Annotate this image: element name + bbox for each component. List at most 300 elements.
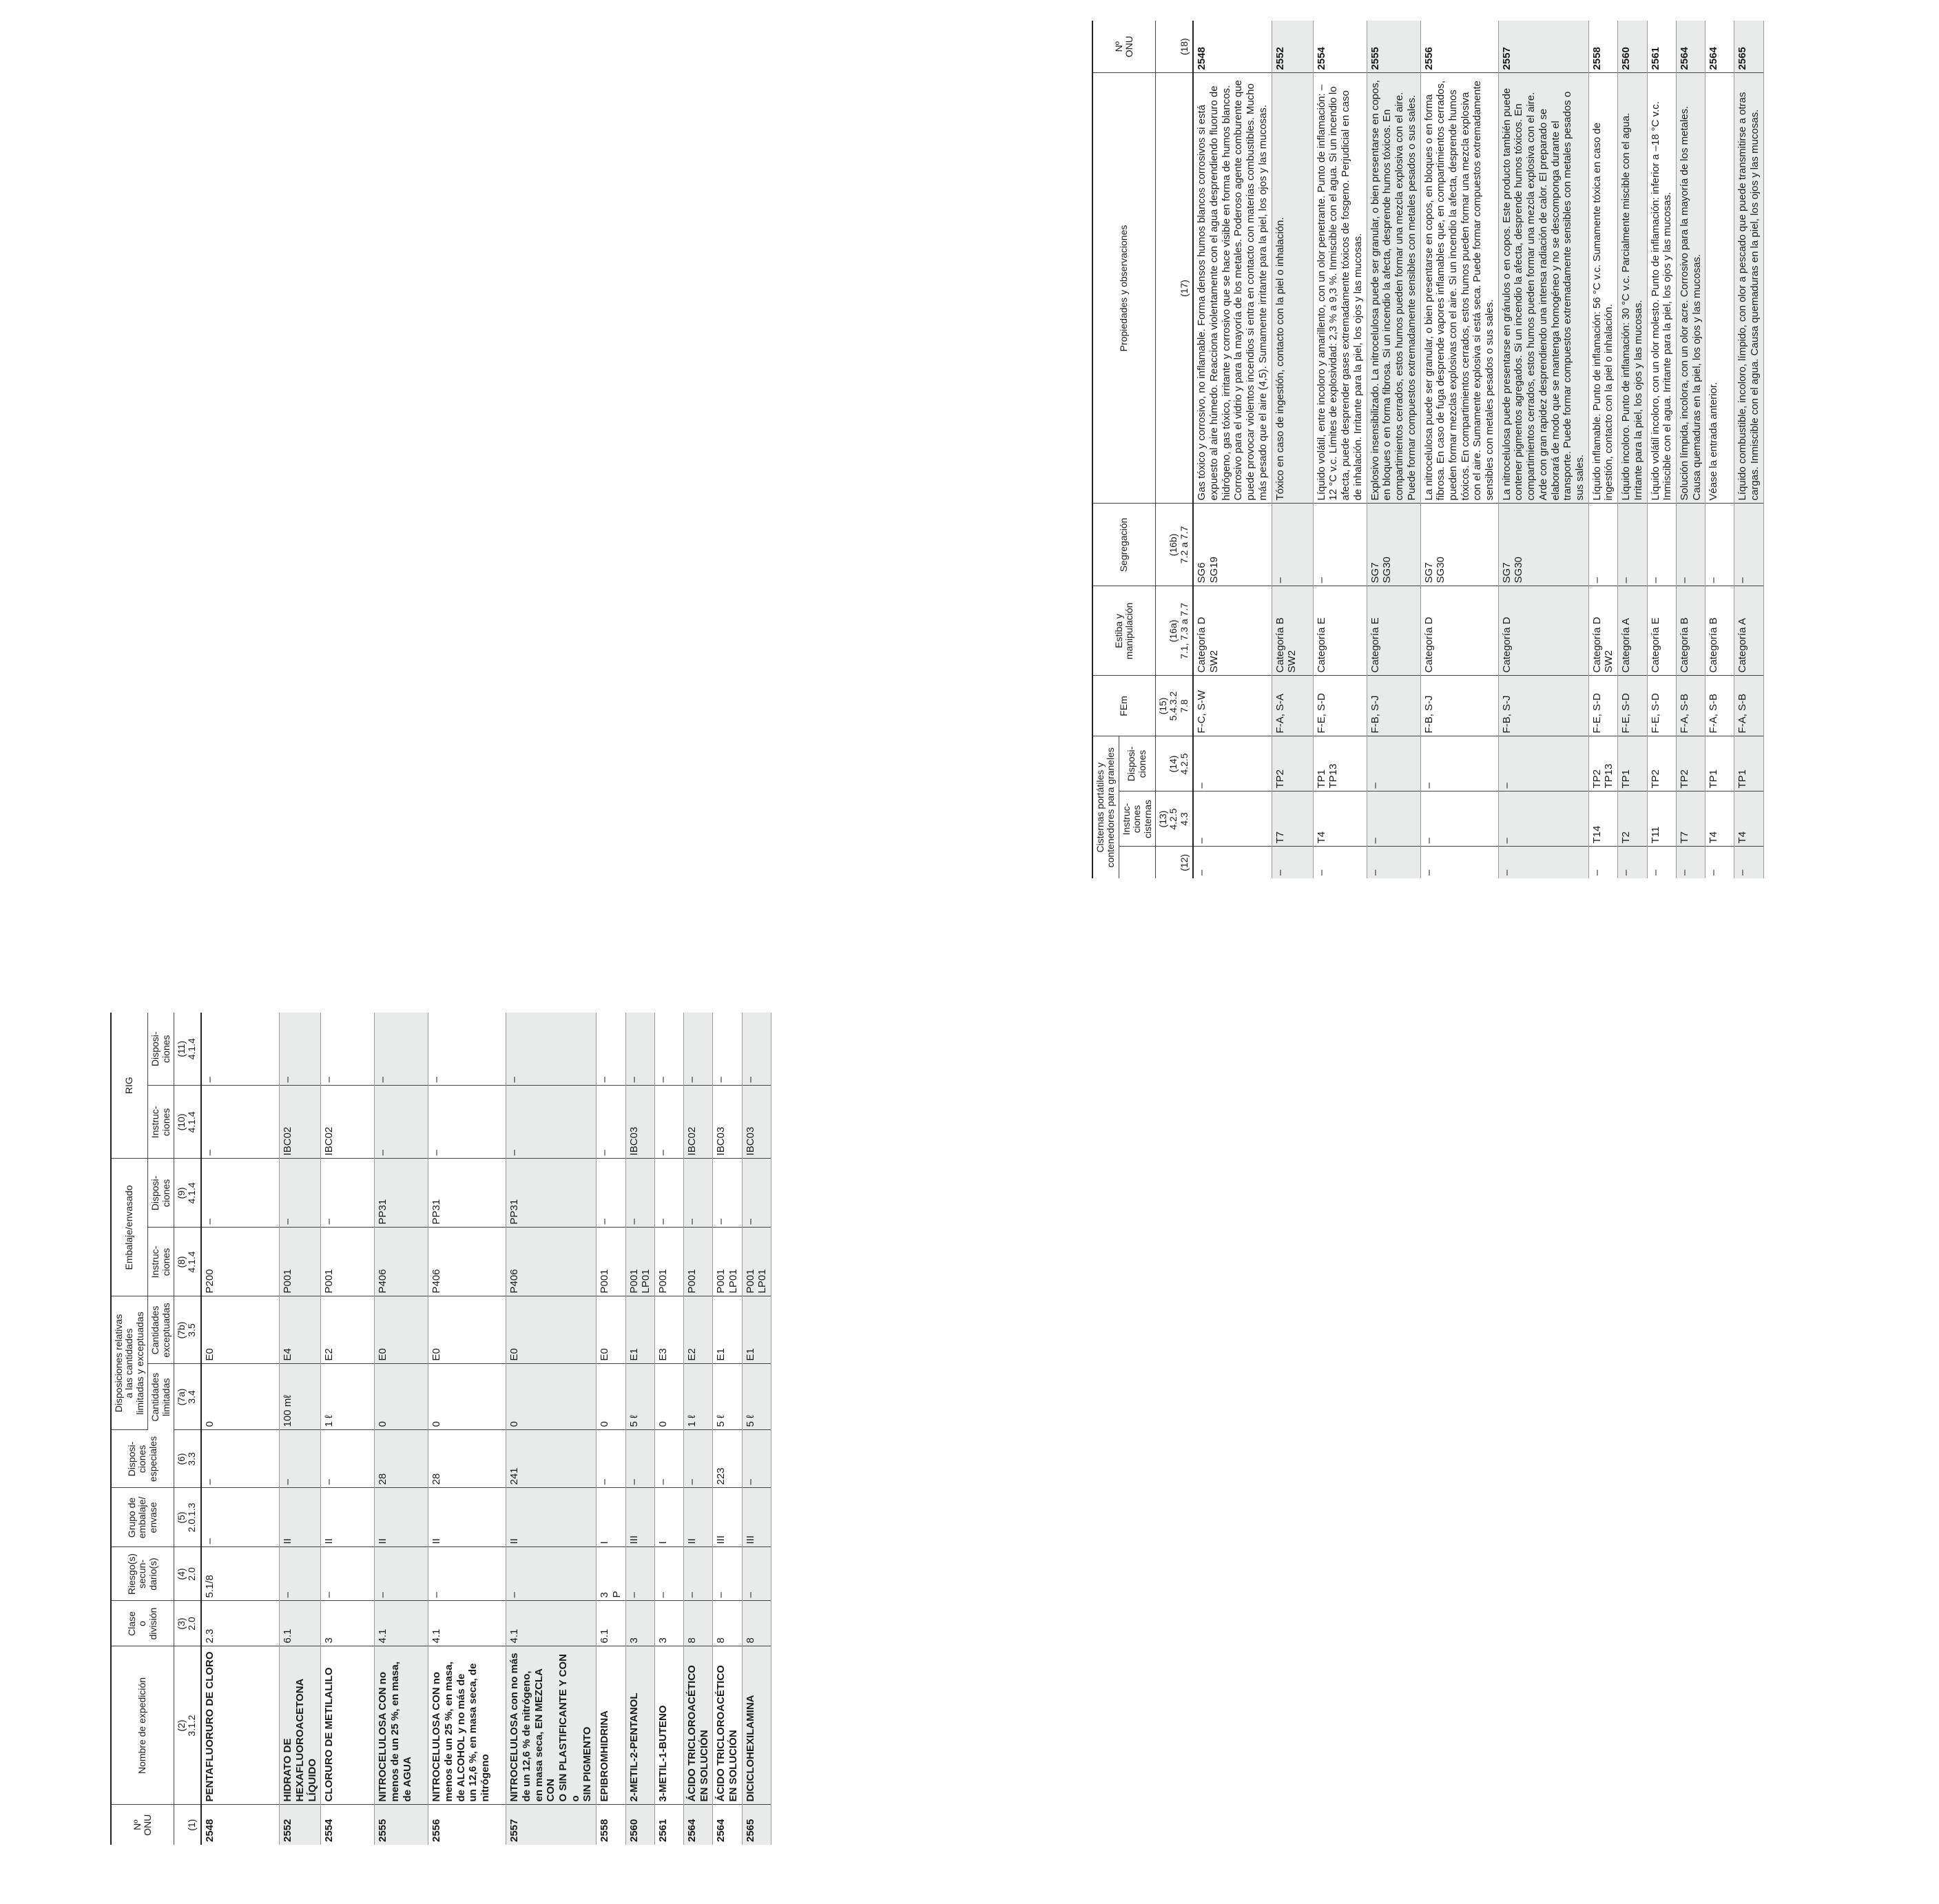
col-12: – bbox=[1618, 847, 1647, 878]
subsidiary-risk: 5.1/8 bbox=[201, 1547, 280, 1601]
table-row bbox=[1705, 21, 1734, 878]
stowage-category: Categoría B SW2 bbox=[1272, 586, 1313, 676]
segregation: SG7 SG30 bbox=[1420, 504, 1498, 586]
header-excepted-quantities: Cantidades exceptuadas bbox=[148, 1296, 174, 1364]
stowage-category: Categoría A bbox=[1734, 586, 1763, 676]
class: 4.1 bbox=[428, 1601, 506, 1646]
column-number: (16b) 7.2 a 7.7 bbox=[1155, 504, 1193, 586]
table-row bbox=[1588, 21, 1617, 878]
shipping-name: 2-METIL-2-PENTANOL bbox=[625, 1646, 654, 1805]
ibc-provision: – bbox=[506, 1013, 597, 1086]
tank-provision: TP1 bbox=[1618, 736, 1647, 791]
packing-instruction: P001 bbox=[280, 1228, 321, 1296]
class: 6.1 bbox=[597, 1601, 625, 1646]
properties-observations: Véase la entrada anterior. bbox=[1705, 73, 1734, 504]
table-row bbox=[321, 1013, 375, 1845]
segregation: – bbox=[1272, 504, 1313, 586]
excepted-quantity: E3 bbox=[655, 1296, 684, 1364]
header-ibc-instructions: Instruc- ciones bbox=[148, 1086, 174, 1159]
table-row bbox=[506, 1013, 597, 1845]
ibc-instruction: – bbox=[597, 1086, 625, 1159]
properties-observations: Líquido volátil, entre incoloro y amarillento, con un olor penetrante. Punto de inflamación: –12 °C v.c. Límites de explosividad: 2,3 % a 9,3 %. Inmiscible con el agua. Si un incendio lo afecta, puede desprender gases extremadamente tóxicos de fosgeno. Perjudicial en caso de inhalación. Irritante para la piel, los ojos y las mucosas. bbox=[1313, 73, 1367, 504]
ems-code: F-E, S-D bbox=[1313, 676, 1367, 736]
ibc-instruction: IBC02 bbox=[684, 1086, 713, 1159]
packing-provision: – bbox=[684, 1159, 713, 1228]
header-ibc-provisions: Disposi- ciones bbox=[148, 1013, 174, 1086]
packing-instruction: P406 bbox=[428, 1228, 506, 1296]
header-packaging-group: Embalaje/envasado bbox=[111, 1159, 148, 1296]
class: 4.1 bbox=[375, 1601, 428, 1646]
header-un-number: Nº ONU bbox=[111, 1805, 174, 1845]
class: 8 bbox=[684, 1601, 713, 1646]
class: 8 bbox=[742, 1601, 771, 1646]
subsidiary-risk: – bbox=[625, 1547, 654, 1601]
un-number: 2555 bbox=[375, 1805, 428, 1845]
excepted-quantity: E4 bbox=[280, 1296, 321, 1364]
special-provisions: – bbox=[655, 1430, 684, 1488]
special-provisions: 241 bbox=[506, 1430, 597, 1488]
tank-instruction: T4 bbox=[1313, 791, 1367, 847]
subsidiary-risk: – bbox=[375, 1547, 428, 1601]
properties-observations: Solución límpida, incolora, con un olor acre. Corrosivo para la mayoría de los metales. Causa quemaduras en la piel, los ojos y las mucosas. bbox=[1676, 73, 1705, 504]
packing-group: III bbox=[713, 1488, 742, 1547]
ibc-provision: – bbox=[321, 1013, 375, 1086]
un-number: 2558 bbox=[1588, 21, 1617, 73]
packing-instruction: P001 bbox=[684, 1228, 713, 1296]
segregation: – bbox=[1618, 504, 1647, 586]
limited-quantity: 5 ℓ bbox=[742, 1364, 771, 1430]
tank-provision: TP1 bbox=[1734, 736, 1763, 791]
limited-quantity: 100 mℓ bbox=[280, 1364, 321, 1430]
ems-code: F-E, S-D bbox=[1588, 676, 1617, 736]
special-provisions: – bbox=[321, 1430, 375, 1488]
col-12: – bbox=[1420, 847, 1498, 878]
packing-instruction: P001 bbox=[321, 1228, 375, 1296]
packing-instruction: P001 LP01 bbox=[713, 1228, 742, 1296]
tank-instruction: T4 bbox=[1705, 791, 1734, 847]
excepted-quantity: E1 bbox=[625, 1296, 654, 1364]
ibc-instruction: – bbox=[428, 1086, 506, 1159]
header-class: Clase o división bbox=[111, 1601, 174, 1646]
tank-provision: – bbox=[1367, 736, 1420, 791]
column-number: (15) 5.4.3.2 7.8 bbox=[1155, 676, 1193, 736]
tank-provision: – bbox=[1420, 736, 1498, 791]
excepted-quantity: E1 bbox=[742, 1296, 771, 1364]
un-number: 2564 bbox=[1676, 21, 1705, 73]
segregation: – bbox=[1705, 504, 1734, 586]
tank-provision: TP2 bbox=[1647, 736, 1676, 791]
column-number: (3) 2.0 bbox=[174, 1601, 200, 1646]
tank-instruction: T2 bbox=[1618, 791, 1647, 847]
table-row bbox=[1420, 21, 1498, 878]
packing-provision: PP31 bbox=[428, 1159, 506, 1228]
un-number: 2561 bbox=[1647, 21, 1676, 73]
un-number: 2560 bbox=[625, 1805, 654, 1845]
ibc-provision: – bbox=[428, 1013, 506, 1086]
un-number: 2561 bbox=[655, 1805, 684, 1845]
column-number: (14) 4.2.5 bbox=[1155, 736, 1193, 791]
limited-quantity: 0 bbox=[655, 1364, 684, 1430]
subsidiary-risk: 3 P bbox=[597, 1547, 625, 1601]
un-number: 2565 bbox=[1734, 21, 1763, 73]
table-row bbox=[280, 1013, 321, 1845]
un-number: 2557 bbox=[1498, 21, 1588, 73]
un-number: 2548 bbox=[201, 1805, 280, 1845]
ems-code: F-C, S-W bbox=[1193, 676, 1272, 736]
packing-group: II bbox=[321, 1488, 375, 1547]
column-number: (13) 4.2.5 4.3 bbox=[1155, 791, 1193, 847]
tank-provision: TP1 TP13 bbox=[1313, 736, 1367, 791]
packing-provision: PP31 bbox=[375, 1159, 428, 1228]
ibc-provision: – bbox=[684, 1013, 713, 1086]
header-special-provisions: Disposi- ciones especiales bbox=[111, 1430, 174, 1488]
header-packing-instructions: Instruc- ciones bbox=[148, 1228, 174, 1296]
properties-observations: Tóxico en caso de ingestión, contacto con la piel o inhalación. bbox=[1272, 73, 1313, 504]
limited-quantity: 0 bbox=[506, 1364, 597, 1430]
table-row bbox=[428, 1013, 506, 1845]
tank-provision: – bbox=[1498, 736, 1588, 791]
stowage-category: Categoría E bbox=[1647, 586, 1676, 676]
packing-group: I bbox=[597, 1488, 625, 1547]
packing-group: II bbox=[506, 1488, 597, 1547]
table-row bbox=[1618, 21, 1647, 878]
column-number: (10) 4.1.4 bbox=[174, 1086, 200, 1159]
limited-quantity: 5 ℓ bbox=[713, 1364, 742, 1430]
ibc-provision: – bbox=[625, 1013, 654, 1086]
shipping-name: ÁCIDO TRICLOROACÉTICO EN SOLUCIÓN bbox=[684, 1646, 713, 1805]
limited-quantity: 0 bbox=[201, 1364, 280, 1430]
shipping-name: NITROCELULOSA CON no menos de un 25 %, en masa, de AGUA bbox=[375, 1646, 428, 1805]
column-number: (8) 4.1.4 bbox=[174, 1228, 200, 1296]
un-number: 2552 bbox=[280, 1805, 321, 1845]
limited-quantity: 1 ℓ bbox=[321, 1364, 375, 1430]
header-tank-provisions: Disposi- ciones bbox=[1119, 736, 1155, 791]
subsidiary-risk: – bbox=[506, 1547, 597, 1601]
shipping-name: DICICLOHEXILAMINA bbox=[742, 1646, 771, 1805]
un-number: 2552 bbox=[1272, 21, 1313, 73]
limited-quantity: 5 ℓ bbox=[625, 1364, 654, 1430]
ibc-instruction: – bbox=[506, 1086, 597, 1159]
header-ems: FEm bbox=[1092, 676, 1155, 736]
table-row bbox=[1313, 21, 1367, 878]
tank-provision: TP2 bbox=[1272, 736, 1313, 791]
properties-observations: La nitrocelulosa puede ser granular, o bien presentarse en copos, en bloques o en forma fibrosa. En caso de fuga desprende vapores inflamables que, en compartimientos cerrados, pueden formar mezclas explosivas con el aire. Si un incendio la afecta, desprende humos tóxicos. En compartimientos cerrados, estos humos pueden formar una mezcla explosiva con el aire. Sumamente explosiva si está seca. Puede formar compuestos extremadamente sensibles con metales pesados o sus sales. bbox=[1420, 73, 1498, 504]
tank-instruction: T11 bbox=[1647, 791, 1676, 847]
table-row bbox=[684, 1013, 713, 1845]
packing-provision: – bbox=[201, 1159, 280, 1228]
ems-code: F-B, S-J bbox=[1498, 676, 1588, 736]
dangerous-goods-list-part-1 bbox=[110, 1013, 1047, 1845]
shipping-name: 3-METIL-1-BUTENO bbox=[655, 1646, 684, 1805]
ems-code: F-A, S-B bbox=[1705, 676, 1734, 736]
ibc-instruction: IBC02 bbox=[321, 1086, 375, 1159]
header-col-12 bbox=[1119, 847, 1155, 878]
header-tank-instructions: Instruc- ciones cisternas bbox=[1119, 791, 1155, 847]
table-row bbox=[1367, 21, 1420, 878]
excepted-quantity: E0 bbox=[428, 1296, 506, 1364]
un-number: 2554 bbox=[1313, 21, 1367, 73]
segregation: – bbox=[1588, 504, 1617, 586]
table-row bbox=[1272, 21, 1313, 878]
dangerous-goods-list-part-2 bbox=[1092, 21, 1939, 878]
col-12: – bbox=[1313, 847, 1367, 878]
un-number: 2557 bbox=[506, 1805, 597, 1845]
tank-provision: TP2 bbox=[1676, 736, 1705, 791]
ibc-provision: – bbox=[375, 1013, 428, 1086]
tank-instruction: – bbox=[1367, 791, 1420, 847]
properties-observations: Explosivo insensibilizado. La nitrocelulosa puede ser granular, o bien presentarse en copos, en bloques o en forma fibrosa. Si un incendio la afecta, desprende humos tóxicos. En compartimientos cerrados, estos humos pueden formar una mezcla explosiva con el aire. Puede formar compuestos extremadamente sensibles con metales pesados o sus sales. bbox=[1367, 73, 1420, 504]
packing-group: II bbox=[375, 1488, 428, 1547]
stowage-category: Categoría D SW2 bbox=[1193, 586, 1272, 676]
properties-observations: Gas tóxico y corrosivo, no inflamable. Forma densos humos blancos corrosivos si está expuesto al aire húmedo. Reacciona violentamente con el agua desprendiendo fluoruro de hidrógeno, gas tóxico, irritante y corrosivo que se hace visible en forma de humos blancos. Corrosivo para el vidrio y para la mayoría de los metales. Poderoso agente comburente que puede provocar violentos incendios si entra en contacto con materias combustibles. Mucho más pesado que el aire (4,5). Sumamente irritante para la piel, los ojos y las mucosas. bbox=[1193, 73, 1272, 504]
excepted-quantity: E0 bbox=[506, 1296, 597, 1364]
special-provisions: – bbox=[742, 1430, 771, 1488]
column-number: (7b) 3.5 bbox=[174, 1296, 200, 1364]
packing-group: I bbox=[655, 1488, 684, 1547]
segregation: – bbox=[1734, 504, 1763, 586]
ems-code: F-E, S-D bbox=[1647, 676, 1676, 736]
table-part-1 bbox=[110, 1013, 771, 1845]
table-row bbox=[742, 1013, 771, 1845]
header-properties: Propiedades y observaciones bbox=[1092, 73, 1155, 504]
tank-instruction: – bbox=[1420, 791, 1498, 847]
class: 4.1 bbox=[506, 1601, 597, 1646]
subsidiary-risk: – bbox=[655, 1547, 684, 1601]
packing-provision: – bbox=[655, 1159, 684, 1228]
stowage-category: Categoría D bbox=[1498, 586, 1588, 676]
properties-observations: La nitrocelulosa puede presentarse en gránulos o en copos. Este producto también puede contener pigmentos agregados. Si un incendio la afecta, desprende humos tóxicos. En compartimientos cerrados, estos humos pueden formar una mezcla explosiva con el aire. Arde con gran rapidez desprendiendo una intensa radiación de calor. El preparado se elaborará de modo que se mantenga homogéneo y no se descomponga durante el transporte. Puede formar compuestos extremadamente sensibles con metales pesados o sus sales. bbox=[1498, 73, 1588, 504]
excepted-quantity: E0 bbox=[201, 1296, 280, 1364]
header-tanks-group: Cisternas portátiles y contenedores para graneles bbox=[1092, 736, 1119, 878]
segregation: SG7 SG30 bbox=[1367, 504, 1420, 586]
packing-instruction: P001 LP01 bbox=[625, 1228, 654, 1296]
segregation: SG6 SG19 bbox=[1193, 504, 1272, 586]
class: 3 bbox=[655, 1601, 684, 1646]
column-number: (5) 2.0.1.3 bbox=[174, 1488, 200, 1547]
subsidiary-risk: – bbox=[742, 1547, 771, 1601]
ibc-instruction: IBC03 bbox=[713, 1086, 742, 1159]
packing-group: II bbox=[280, 1488, 321, 1547]
class: 2.3 bbox=[201, 1601, 280, 1646]
packing-provision: – bbox=[713, 1159, 742, 1228]
header-packing-group: Grupo de embalaje/ envase bbox=[111, 1488, 174, 1547]
class: 3 bbox=[321, 1601, 375, 1646]
column-number: (7a) 3.4 bbox=[174, 1364, 200, 1430]
ibc-instruction: – bbox=[655, 1086, 684, 1159]
shipping-name: PENTAFLUORURO DE CLORO bbox=[201, 1646, 280, 1805]
table-header bbox=[1092, 21, 1193, 878]
stowage-category: Categoría E bbox=[1367, 586, 1420, 676]
excepted-quantity: E0 bbox=[375, 1296, 428, 1364]
excepted-quantity: E2 bbox=[321, 1296, 375, 1364]
un-number: 2564 bbox=[684, 1805, 713, 1845]
col-12: – bbox=[1367, 847, 1420, 878]
column-number: (12) bbox=[1155, 847, 1193, 878]
tank-provision: TP2 TP13 bbox=[1588, 736, 1617, 791]
col-12: – bbox=[1676, 847, 1705, 878]
shipping-name: EPIBROMHIDRINA bbox=[597, 1646, 625, 1805]
stowage-category: Categoría A bbox=[1618, 586, 1647, 676]
table-row bbox=[1193, 21, 1272, 878]
packing-provision: – bbox=[625, 1159, 654, 1228]
header-ibc-group: RIG bbox=[111, 1013, 148, 1159]
shipping-name: CLORURO DE METILALILO bbox=[321, 1646, 375, 1805]
un-number: 2555 bbox=[1367, 21, 1420, 73]
class: 6.1 bbox=[280, 1601, 321, 1646]
ibc-provision: – bbox=[655, 1013, 684, 1086]
ems-code: F-A, S-A bbox=[1272, 676, 1313, 736]
ems-code: F-A, S-B bbox=[1734, 676, 1763, 736]
header-segregation: Segregación bbox=[1092, 504, 1155, 586]
class: 3 bbox=[625, 1601, 654, 1646]
un-number: 2556 bbox=[1420, 21, 1498, 73]
col-12: – bbox=[1647, 847, 1676, 878]
ibc-provision: – bbox=[597, 1013, 625, 1086]
packing-instruction: P001 LP01 bbox=[742, 1228, 771, 1296]
subsidiary-risk: – bbox=[321, 1547, 375, 1601]
limited-quantity: 1 ℓ bbox=[684, 1364, 713, 1430]
packing-group: III bbox=[625, 1488, 654, 1547]
properties-observations: Líquido volátil incoloro, con un olor molesto. Punto de inflamación: inferior a –18 °C v.c. Inmiscible con el agua. Irritante para la piel, los ojos y las mucosas. bbox=[1647, 73, 1676, 504]
ems-code: F-B, S-J bbox=[1420, 676, 1498, 736]
col-12: – bbox=[1498, 847, 1588, 878]
packing-group: III bbox=[742, 1488, 771, 1547]
properties-observations: Líquido incoloro. Punto de inflamación: 30 °C v.c. Parcialmente miscible con el agua. Irritante para la piel, los ojos y las mucosas. bbox=[1618, 73, 1647, 504]
segregation: – bbox=[1313, 504, 1367, 586]
shipping-name: ÁCIDO TRICLOROACÉTICO EN SOLUCIÓN bbox=[713, 1646, 742, 1805]
header-quantities-group: Disposiciones relativas a las cantidades limitadas y exceptuadas bbox=[111, 1296, 148, 1430]
un-number: 2556 bbox=[428, 1805, 506, 1845]
table-row bbox=[1647, 21, 1676, 878]
column-number: (2) 3.1.2 bbox=[174, 1646, 200, 1805]
column-number: (9) 4.1.4 bbox=[174, 1159, 200, 1228]
excepted-quantity: E1 bbox=[713, 1296, 742, 1364]
table-part-2 bbox=[1092, 21, 1764, 878]
excepted-quantity: E2 bbox=[684, 1296, 713, 1364]
table-row bbox=[1734, 21, 1763, 878]
packing-provision: – bbox=[321, 1159, 375, 1228]
tank-instruction: – bbox=[1498, 791, 1588, 847]
tank-instruction: T14 bbox=[1588, 791, 1617, 847]
packing-instruction: P001 bbox=[597, 1228, 625, 1296]
ibc-provision: – bbox=[742, 1013, 771, 1086]
tank-provision: TP1 bbox=[1705, 736, 1734, 791]
ibc-instruction: IBC03 bbox=[625, 1086, 654, 1159]
packing-instruction: P406 bbox=[506, 1228, 597, 1296]
tank-instruction: T4 bbox=[1734, 791, 1763, 847]
table-row bbox=[1498, 21, 1588, 878]
stowage-category: Categoría D SW2 bbox=[1588, 586, 1617, 676]
col-12: – bbox=[1272, 847, 1313, 878]
shipping-name: NITROCELULOSA con no más de un 12,6 % de nitrógeno, en masa seca, EN MEZCLA CON O SIN PLASTIFICANTE Y CON o SIN PIGMENTO bbox=[506, 1646, 597, 1805]
col-12: – bbox=[1734, 847, 1763, 878]
un-number: 2565 bbox=[742, 1805, 771, 1845]
ems-code: F-E, S-D bbox=[1618, 676, 1647, 736]
column-number: (16a) 7.1, 7.3 a 7.7 bbox=[1155, 586, 1193, 676]
shipping-name: HIDRATO DE HEXAFLUOROACETONA LÍQUIDO bbox=[280, 1646, 321, 1805]
header-subsidiary-risk: Riesgo(s) secun- dario(s) bbox=[111, 1547, 174, 1601]
ibc-instruction: IBC02 bbox=[280, 1086, 321, 1159]
special-provisions: – bbox=[597, 1430, 625, 1488]
column-number: (1) bbox=[174, 1805, 200, 1845]
packing-instruction: P406 bbox=[375, 1228, 428, 1296]
packing-provision: – bbox=[742, 1159, 771, 1228]
packing-provision: PP31 bbox=[506, 1159, 597, 1228]
ibc-provision: – bbox=[201, 1013, 280, 1086]
table-row bbox=[201, 1013, 280, 1845]
un-number: 2558 bbox=[597, 1805, 625, 1845]
segregation: SG7 SG30 bbox=[1498, 504, 1588, 586]
header-stowage: Estiba y manipulación bbox=[1092, 586, 1155, 676]
segregation: – bbox=[1647, 504, 1676, 586]
packing-group: – bbox=[201, 1488, 280, 1547]
un-number: 2564 bbox=[713, 1805, 742, 1845]
limited-quantity: 0 bbox=[428, 1364, 506, 1430]
special-provisions: 28 bbox=[428, 1430, 506, 1488]
tank-instruction: T7 bbox=[1676, 791, 1705, 847]
column-number: (18) bbox=[1155, 21, 1193, 73]
header-shipping-name: Nombre de expedición bbox=[111, 1646, 174, 1805]
special-provisions: – bbox=[625, 1430, 654, 1488]
packing-group: II bbox=[428, 1488, 506, 1547]
properties-observations: Líquido inflamable. Punto de inflamación: 56 °C v.c. Sumamente tóxica en caso de ingestión, contacto con la piel o inhalación. bbox=[1588, 73, 1617, 504]
packing-provision: – bbox=[597, 1159, 625, 1228]
column-number: (17) bbox=[1155, 73, 1193, 504]
column-number: (4) 2.0 bbox=[174, 1547, 200, 1601]
special-provisions: 28 bbox=[375, 1430, 428, 1488]
packing-instruction: P200 bbox=[201, 1228, 280, 1296]
ibc-provision: – bbox=[713, 1013, 742, 1086]
subsidiary-risk: – bbox=[684, 1547, 713, 1601]
packing-group: II bbox=[684, 1488, 713, 1547]
subsidiary-risk: – bbox=[713, 1547, 742, 1601]
table-row bbox=[655, 1013, 684, 1845]
table-row bbox=[625, 1013, 654, 1845]
stowage-category: Categoría B bbox=[1705, 586, 1734, 676]
col-12: – bbox=[1588, 847, 1617, 878]
subsidiary-risk: – bbox=[280, 1547, 321, 1601]
header-packing-provisions: Disposi- ciones bbox=[148, 1159, 174, 1228]
stowage-category: Categoría B bbox=[1676, 586, 1705, 676]
col-12: – bbox=[1193, 847, 1272, 878]
ibc-instruction: – bbox=[201, 1086, 280, 1159]
segregation: – bbox=[1676, 504, 1705, 586]
ibc-instruction: – bbox=[375, 1086, 428, 1159]
tank-instruction: T7 bbox=[1272, 791, 1313, 847]
special-provisions: 223 bbox=[713, 1430, 742, 1488]
excepted-quantity: E0 bbox=[597, 1296, 625, 1364]
un-number: 2564 bbox=[1705, 21, 1734, 73]
ibc-provision: – bbox=[280, 1013, 321, 1086]
table-row bbox=[1676, 21, 1705, 878]
properties-observations: Líquido combustible, incoloro, límpido, con olor a pescado que puede transmitirse a otras cargas. Inmiscible con el agua. Causa quemaduras en la piel, los ojos y las mucosas. bbox=[1734, 73, 1763, 504]
class: 8 bbox=[713, 1601, 742, 1646]
table-row bbox=[375, 1013, 428, 1845]
un-number: 2560 bbox=[1618, 21, 1647, 73]
column-number: (6) 3.3 bbox=[174, 1430, 200, 1488]
shipping-name: NITROCELULOSA CON no menos de un 25 %, en masa, de ALCOHOL y no más de un 12,6 %, en masa seca, de nitrógeno bbox=[428, 1646, 506, 1805]
limited-quantity: 0 bbox=[375, 1364, 428, 1430]
un-number: 2554 bbox=[321, 1805, 375, 1845]
stowage-category: Categoría E bbox=[1313, 586, 1367, 676]
tank-provision: – bbox=[1193, 736, 1272, 791]
table-row bbox=[597, 1013, 625, 1845]
column-number: (11) 4.1.4 bbox=[174, 1013, 200, 1086]
subsidiary-risk: – bbox=[428, 1547, 506, 1601]
tank-instruction: – bbox=[1193, 791, 1272, 847]
header-un-number-right: Nº ONU bbox=[1092, 21, 1155, 73]
ems-code: F-B, S-J bbox=[1367, 676, 1420, 736]
